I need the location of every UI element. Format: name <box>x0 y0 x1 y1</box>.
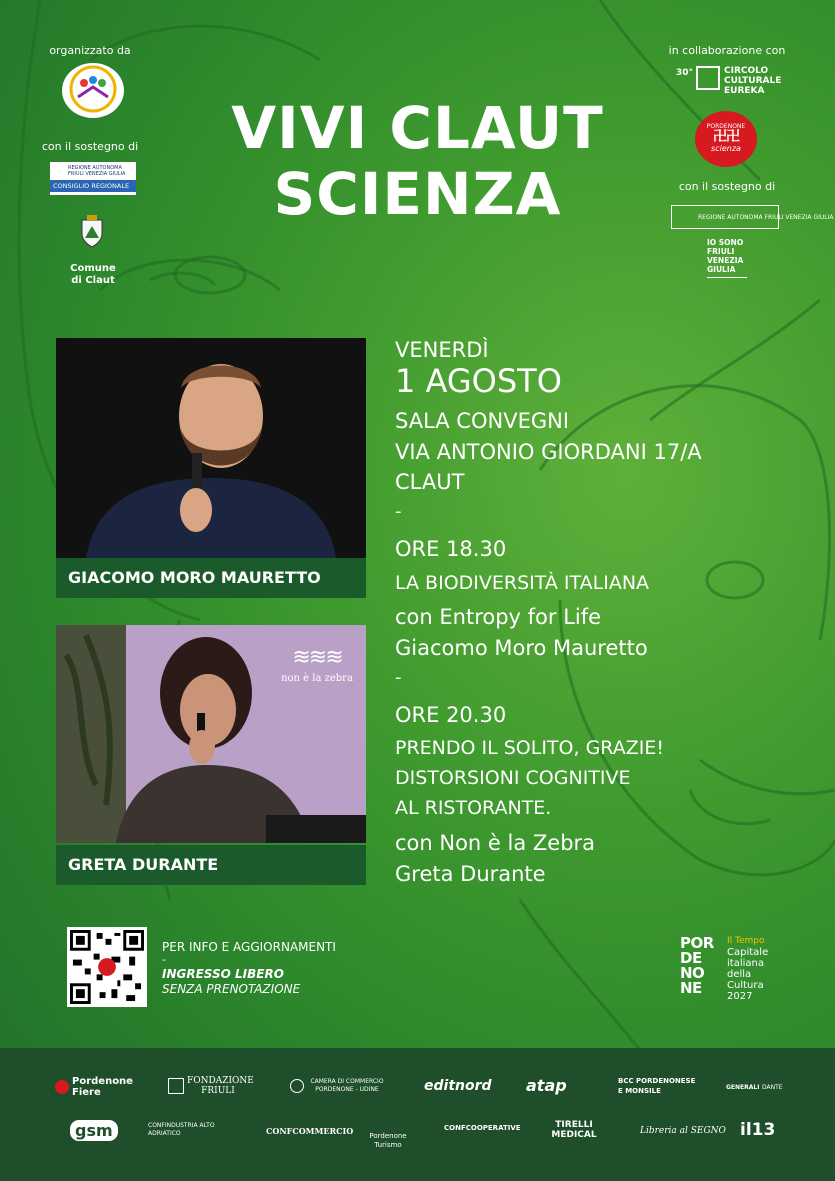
pordenone-scienza-logo: PORDENONE 卍卍 scienza <box>695 111 757 167</box>
pn-glyph-icon: 卍卍 <box>713 129 739 145</box>
event-city: CLAUT <box>395 470 465 494</box>
speaker-caption-1: GIACOMO MORO MAURETTO <box>56 558 366 598</box>
no-booking-label: SENZA PRENOTAZIONE <box>162 982 301 996</box>
poster-title: VIVI CLAUT SCIENZA <box>231 94 604 228</box>
event-day: VENERDÌ <box>395 338 489 362</box>
sponsor-dante: DANTE <box>762 1084 783 1091</box>
fondazione-icon <box>168 1078 184 1094</box>
speaker-photo-2 <box>56 625 366 843</box>
talk-1-line-1: con Entropy for Life <box>395 605 602 629</box>
sponsor-camera-commercio: CAMERA DI COMMERCIO PORDENONE - UDINE <box>290 1078 387 1094</box>
qr-code-icon <box>70 930 144 1004</box>
support-left-label: con il sostegno di <box>41 140 139 153</box>
sponsor-editnord: editnord <box>424 1078 492 1094</box>
time-1: ORE 18.30 <box>395 537 507 561</box>
organized-by-label: organizzato da <box>49 44 131 57</box>
talk-2-title-2: DISTORSIONI COGNITIVE <box>395 767 631 789</box>
event-venue-1: SALA CONVEGNI <box>395 409 570 433</box>
circolo-eureka-logo: 30° CIRCOLO CULTURALE EUREKA <box>676 66 782 96</box>
sponsor-pordenone-fiere: Pordenone Fiere <box>55 1076 120 1098</box>
sponsor-confindustria: CONFINDUSTRIA ALTO ADRIATICO <box>148 1122 215 1137</box>
consiglio-regionale-logo: REGIONE AUTONOMA FRIULI VENEZIA GIULIA CONSIGLIO REGIONALE <box>50 162 136 195</box>
sponsor-confcooperative: CONFCOOPERATIVE <box>444 1124 521 1132</box>
separator-2: - <box>395 667 402 688</box>
speaker-1-portrait-icon <box>56 338 366 558</box>
eureka-mark-icon <box>696 66 720 90</box>
info-separator: - <box>162 953 166 966</box>
collab-label: in collaborazione con <box>668 44 786 57</box>
info-label: PER INFO E AGGIORNAMENTI <box>162 940 336 954</box>
region-right-logo: REGIONE AUTONOMA FRIULI VENEZIA GIULIA <box>671 205 779 229</box>
talk-2-line-2: Greta Durante <box>395 862 546 886</box>
fiere-icon <box>55 1080 69 1094</box>
di-claut-label: di Claut <box>71 275 115 286</box>
sponsor-fondazione-friuli: FONDAZIONE FRIULI <box>168 1076 249 1096</box>
event-venue-2: VIA ANTONIO GIORDANI 17/A <box>395 440 702 464</box>
zebra-icon: ≋≋≋ <box>292 645 342 670</box>
camera-icon <box>290 1079 304 1093</box>
sponsors-footer <box>0 1048 835 1181</box>
zebra-logo: ≋≋≋ non è la zebra <box>278 643 356 703</box>
sponsor-tirelli: TIRELLI MEDICAL <box>551 1120 597 1140</box>
support-right-label: con il sostegno di <box>678 180 776 193</box>
speaker-caption-2: GRETA DURANTE <box>56 845 366 885</box>
sponsor-atap: atap <box>526 1076 567 1095</box>
io-sono-fvg-logo: IO SONO FRIULI VENEZIA GIULIA <box>707 238 747 278</box>
talk-2-line-1: con Non è la Zebra <box>395 831 596 855</box>
sponsor-pordenone-turismo: Pordenone Turismo <box>369 1132 407 1149</box>
entry-label: INGRESSO LIBERO <box>162 967 284 981</box>
sponsor-bcc: BCC PORDENONESE E MONSILE <box>618 1077 696 1095</box>
pordenone-capitale-logo: POR DE NO NE Il Tempo Capitale italiana della Cultura 2027 <box>680 934 769 1002</box>
sponsor-gsm: gsm <box>70 1120 118 1141</box>
comune-label: Comune <box>70 263 116 274</box>
talk-2-title-1: PRENDO IL SOLITO, GRAZIE! <box>395 737 664 759</box>
talk-1-line-2: Giacomo Moro Mauretto <box>395 636 648 660</box>
sponsor-libreria: Libreria al SEGNO <box>640 1126 726 1136</box>
event-date: 1 AGOSTO <box>395 362 562 400</box>
time-2: ORE 20.30 <box>395 703 507 727</box>
talk-2-title-3: AL RISTORANTE. <box>395 797 552 819</box>
sponsor-generali: GENERALI <box>726 1084 760 1091</box>
speaker-photo-1 <box>56 338 366 558</box>
sponsor-il13: il13 <box>740 1120 776 1140</box>
separator-1: - <box>395 501 402 522</box>
sponsor-confcommercio: CONFCOMMERCIO <box>266 1126 354 1136</box>
qr-code[interactable] <box>67 927 147 1007</box>
talk-1-title: LA BIODIVERSITÀ ITALIANA <box>395 572 650 594</box>
